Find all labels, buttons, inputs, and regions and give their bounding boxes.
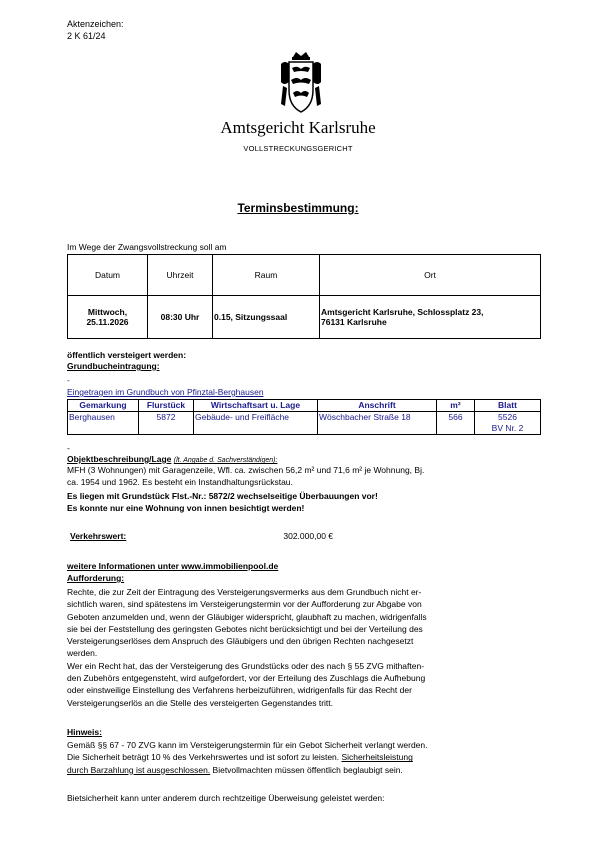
termin-header-row [68, 255, 541, 296]
objekt-warning-2: Es konnte nur eine Wohnung von innen besichtigt werden! [67, 503, 305, 513]
objekt-note: (lt. Angabe d. Sachverständigen): [173, 457, 278, 464]
grundbuch-data-row [68, 412, 541, 435]
cell-blatt-number: 5526 [498, 412, 517, 422]
verkehrswert-value: 302.000,00 € [283, 531, 334, 541]
aufforderung-line: Wer ein Recht hat, das der Versteigerung des Grundstücks oder des nach § 55 ZVG mithaften- [67, 660, 425, 671]
aufforderung-line: Geboten anzumelden und, wenn der Gläubiger widerspricht, glaubhaft zu machen, widrigenfalls [67, 611, 427, 622]
cell-anschrift: Wöschbacher Straße 18 [318, 412, 437, 435]
cell-flaeche: 566 [437, 412, 475, 435]
aufforderung-paragraph [67, 586, 539, 709]
aufforderung-line: Versteigerungserlös an die Stelle des versteigerten Gegenstandes tritt. [67, 697, 334, 708]
bietsicherheit-line: Bietsicherheit kann unter anderem durch rechtzeitige Überweisung geleistet werden: [67, 793, 385, 803]
cell-wirtschaftsart: Gebäude- und Freifläche [194, 412, 318, 435]
page-title: Terminsbestimmung: [237, 201, 359, 215]
termin-table [67, 254, 541, 339]
info-line: weitere Informationen unter www.immobilienpool.de [67, 561, 279, 571]
grundbuch-heading: Grundbucheintragung: [67, 361, 160, 371]
versteigert-text: öffentlich versteigert werden: [67, 350, 187, 360]
aufforderung-line: Rechte, die zur Zeit der Eintragung des Versteigerungsvermerks aus dem Grundbuch nicht er- [67, 587, 422, 597]
grundbuch-line: Eingetragen im Grundbuch von Pfinztal-Berghausen [67, 387, 264, 397]
court-name: Amtsgericht Karlsruhe [220, 118, 376, 137]
cell-blatt-bv: BV Nr. 2 [491, 423, 524, 433]
termin-weekday: Mittwoch, [87, 307, 128, 317]
cell-gemarkung: Berghausen [68, 412, 139, 435]
cell-blatt [475, 412, 541, 435]
col-wirtschaftsart: Wirtschaftsart u. Lage [194, 400, 318, 412]
dash-1: - [67, 375, 70, 385]
aktenzeichen-value: 2 K 61/24 [67, 31, 106, 41]
col-datum: Datum [68, 255, 148, 296]
hinweis-heading: Hinweis: [67, 727, 102, 737]
hinweis-line-3-text: Bietvollmachten müssen öffentlich beglaubigt sein. [210, 764, 403, 775]
aufforderung-line: sie bei der Feststellung des geringsten Gebotes nicht berücksichtigt und bei der Verteilung des [67, 623, 423, 634]
aufforderung-line: Versteigerungserlöses dem Anspruch des Gläubigers und den übrigen Rechten nachgesetzt [67, 636, 414, 647]
verkehrswert-line [67, 531, 333, 542]
aufforderung-heading: Aufforderung: [67, 573, 125, 583]
grundbuch-table [67, 399, 541, 435]
hinweis-paragraph [67, 739, 539, 776]
aufforderung-line: sichtlich waren, sind spätestens im Versteigerungstermin vor der Aufforderung zur Abgabe von [67, 599, 422, 610]
termin-place-line1: Amtsgericht Karlsruhe, Schlossplatz 23, [321, 307, 484, 317]
termin-time: 08:30 Uhr [148, 296, 213, 339]
col-ort: Ort [320, 255, 541, 296]
hinweis-line-2 [67, 751, 539, 763]
aufforderung-line: den Zubehörs entgegensteht, wird aufgefordert, vor der Erteilung des Zuschlags die Aufhebung [67, 673, 426, 684]
termin-place-line2: 76131 Karlsruhe [321, 317, 387, 327]
aufforderung-line: werden. [67, 648, 98, 659]
hinweis-line-1: Gemäß §§ 67 - 70 ZVG kann im Versteigerungstermin für ein Gebot Sicherheit verlangt werden. [67, 740, 428, 750]
grundbuch-header-row [68, 400, 541, 412]
col-gemarkung: Gemarkung [68, 400, 139, 412]
hinweis-line-2-underlined: Sicherheitsleistung [341, 752, 413, 763]
coat-of-arms-icon [279, 52, 323, 114]
objekt-heading: Objektbeschreibung/Lage [67, 454, 172, 464]
termin-data-row [68, 296, 541, 339]
aktenzeichen-label: Aktenzeichen: [67, 19, 124, 29]
objekt-line-2: ca. 1954 und 1962. Es besteht ein Instandhaltungsrückstau. [67, 477, 293, 487]
termin-date [68, 296, 148, 339]
col-flaeche: m² [437, 400, 475, 412]
aufforderung-line: oder einstweilige Einstellung des Verfahrens herbeizuführen, widrigenfalls für das Recht der [67, 685, 412, 696]
objekt-warning-1: Es liegen mit Grundstück Flst.-Nr.: 5872/2 wechselseitige Überbauungen vor! [67, 491, 378, 501]
hinweis-line-2-text: Die Sicherheit beträgt 10 % des Verkehrswertes und ist sofort zu leisten. [67, 752, 342, 763]
dash-2: - [67, 443, 70, 453]
col-blatt: Blatt [475, 400, 541, 412]
hinweis-line-3-underlined: durch Barzahlung ist ausgeschlossen. [67, 764, 211, 775]
aktenzeichen [67, 18, 124, 42]
termin-date-value: 25.11.2026 [86, 317, 129, 327]
col-flurstueck: Flurstück [139, 400, 194, 412]
col-uhrzeit: Uhrzeit [148, 255, 213, 296]
termin-place [320, 296, 541, 339]
cell-flurstueck: 5872 [139, 412, 194, 435]
col-anschrift: Anschrift [318, 400, 437, 412]
verkehrswert-label: Verkehrswert: [70, 531, 127, 541]
col-raum: Raum [213, 255, 320, 296]
hinweis-line-3 [67, 764, 539, 776]
objekt-line-1: MFH (3 Wohnungen) mit Garagenzeile, Wfl. ca. zwischen 56,2 m² und 71,6 m² je Wohnung, Bj. [67, 465, 425, 475]
department-name: VOLLSTRECKUNGSGERICHT [243, 144, 353, 153]
intro-text: Im Wege der Zwangsvollstreckung soll am [67, 242, 227, 252]
termin-room: 0.15, Sitzungssaal [213, 296, 320, 339]
